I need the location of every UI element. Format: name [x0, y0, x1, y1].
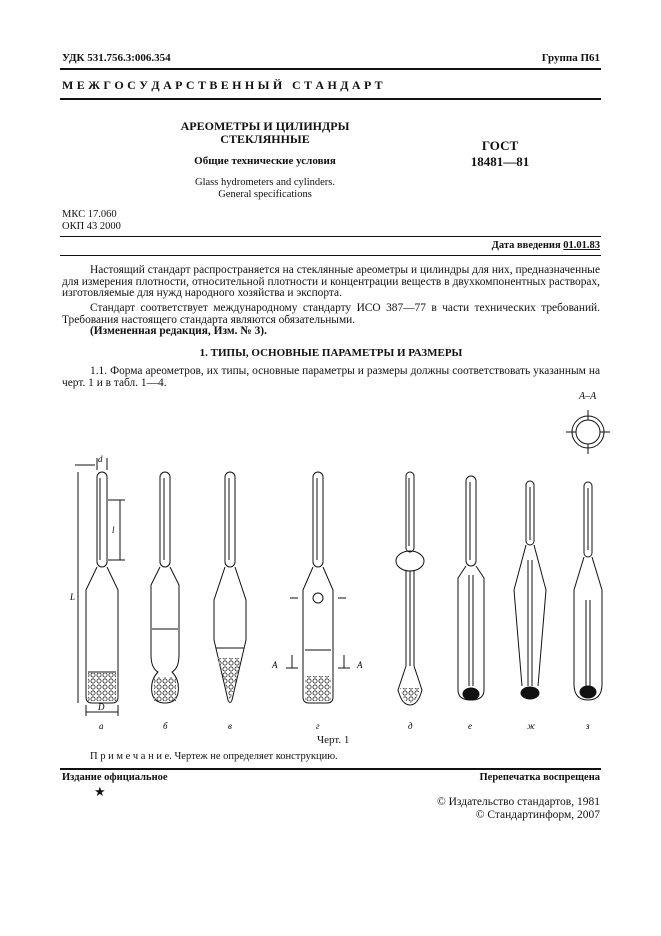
title-subtitle: Общие технические условия	[194, 155, 336, 167]
intro-date-label: Дата введения	[491, 240, 561, 251]
fig-label-e: е	[468, 721, 472, 731]
hydrometer-type-v	[214, 472, 246, 703]
figure-note-text: Чертеж не определяет конструкцию.	[174, 751, 338, 762]
fig-label-v: в	[228, 721, 232, 731]
okp-code: ОКП 43 2000	[62, 221, 121, 232]
classification-codes	[62, 209, 121, 233]
star-mark: ★	[94, 784, 106, 799]
cut-a-right: А	[357, 660, 363, 670]
fig-label-z: з	[586, 721, 590, 731]
figure-caption: Черт. 1	[317, 734, 350, 746]
paragraph-iso: Стандарт соответствует международному стандарту ИСО 387—77 в части технических требований. Требования настоящего стандарта являются обязательными.	[62, 302, 600, 326]
fig-label-g: г	[316, 721, 320, 731]
header-rule-top	[60, 68, 601, 70]
hydrometer-type-zh	[514, 481, 546, 699]
hydrometer-type-a	[75, 458, 125, 716]
english-title-line2: General specifications	[218, 189, 312, 200]
hydrometer-type-g	[286, 472, 350, 703]
mks-code: МКС 17.060	[62, 209, 117, 220]
gost-block	[455, 138, 545, 170]
group-code-text: Группа П61	[541, 52, 600, 64]
copyright-line1: © Издательство стандартов, 1981	[436, 796, 600, 808]
reprint-prohibited: Перепечатка воспрещена	[479, 772, 600, 783]
dim-L: L	[70, 592, 76, 602]
udk-code: УДК 531.756.3:006.354	[62, 52, 171, 64]
cut-a-left: А	[272, 660, 278, 670]
dim-d: d	[98, 454, 103, 464]
hydrometer-type-d	[396, 472, 424, 705]
hydrometer-type-b	[151, 472, 179, 703]
hydrometer-drawing	[0, 380, 661, 760]
title-line1: АРЕОМЕТРЫ И ЦИЛИНДРЫ	[180, 119, 350, 133]
fig-label-zh: ж	[527, 721, 536, 731]
intro-date	[440, 240, 600, 251]
copyright-line2: © Стандартинформ, 2007	[475, 809, 600, 821]
footer-rule	[60, 768, 601, 770]
official-edition: Издание официальное	[62, 772, 168, 783]
section-a-a-view	[566, 410, 610, 454]
interstate-standard-banner: М Е Ж Г О С У Д А Р С Т В Е Н Н Ы Й С Т А Н Д А Р Т	[62, 78, 383, 92]
paragraph-scope: Настоящий стандарт распространяется на стеклянные ареометры и цилиндры для них, предназначенные для измерения плотности, относительной плотности и концентрации веществ в двухкомпонентных растворах, изготовляемые для нужд народного хозяйства и экспорта.	[62, 264, 600, 299]
gost-number: 18481—81	[470, 154, 530, 169]
intro-date-value: 01.01.83	[563, 240, 600, 251]
figure-note	[90, 751, 338, 762]
dim-l: l	[112, 525, 115, 535]
dim-D: D	[98, 702, 105, 712]
section-title: 1. ТИПЫ, ОСНОВНЫЕ ПАРАМЕТРЫ И РАЗМЕРЫ	[199, 347, 463, 359]
date-rule	[60, 236, 601, 237]
fig-label-d: д	[408, 721, 413, 731]
title-block	[150, 120, 380, 145]
fig-label-a: а	[99, 721, 104, 731]
header-rule-bottom	[60, 98, 601, 100]
paragraph-amendment: (Измененная редакция, Изм. № 3).	[90, 325, 267, 337]
copyright-block	[380, 796, 600, 822]
date-rule-bottom	[60, 255, 601, 256]
english-title-line1: Glass hydrometers and cylinders.	[195, 177, 335, 188]
english-title	[150, 177, 380, 201]
hydrometer-type-z	[574, 482, 602, 700]
group-code	[480, 52, 600, 64]
fig-label-b: б	[163, 721, 168, 731]
section-label: А–А	[579, 391, 597, 402]
hydrometer-type-e	[458, 476, 484, 700]
figure-note-label: П р и м е ч а н и е.	[90, 751, 172, 762]
paragraph-1-1: 1.1. Форма ареометров, их типы, основные параметры и размеры должны соответствовать указанным на черт. 1 и в табл. 1—4.	[62, 365, 600, 389]
gost-label: ГОСТ	[481, 138, 519, 153]
title-line2: СТЕКЛЯННЫЕ	[220, 131, 310, 146]
